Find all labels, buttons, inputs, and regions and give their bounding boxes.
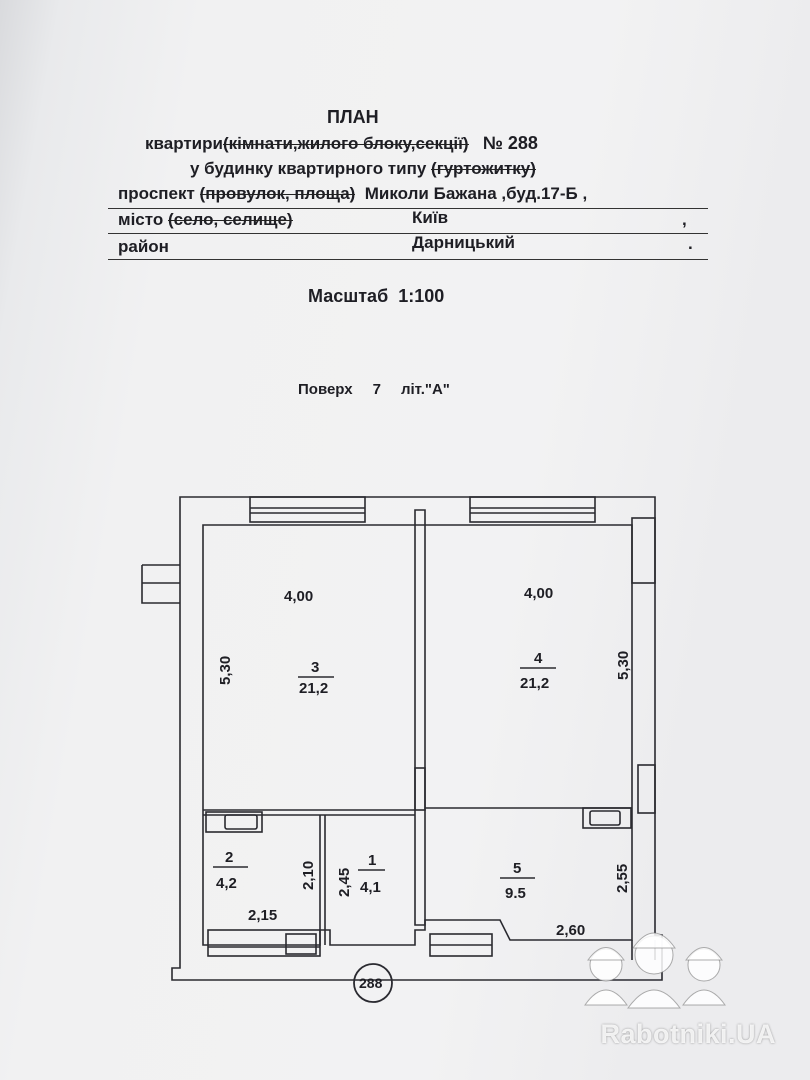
scale-value: 1:100 [398,286,445,306]
apartment-circle-number: 288 [359,975,383,991]
room-2-number: 2 [225,849,234,866]
city-label-struck: (село, селище) [167,210,293,229]
room-4-length: 5,30 [615,650,632,680]
building-type-label: у будинку квартирного типу [190,159,427,178]
room-3-area: 21,2 [299,680,329,697]
room-3-number: 3 [311,659,320,676]
entry-wall [142,565,180,603]
district-value: Дарницький [412,233,515,252]
scale-label: Масштаб [308,286,389,306]
room-5-depth: 2,55 [614,863,631,893]
room-5-width: 2,60 [556,922,586,939]
building-type-struck: (гуртожитку) [431,159,536,178]
outer-wall [172,497,662,980]
district-dot: . [688,234,693,253]
room-4-number: 4 [534,650,543,667]
city-comma: , [682,210,687,229]
street-value: Миколи Бажана ,буд.17-Б , [364,184,588,203]
room-1-depth: 2,45 [336,867,353,897]
watermark-logo [585,933,725,1008]
floor-number: 7 [372,381,381,398]
apartment-type-label: квартири [145,134,223,153]
right-window-bottom [638,765,655,813]
right-window-top [632,518,655,583]
room-1-area: 4,1 [360,879,381,896]
district-label: район [118,237,169,256]
window-room-4 [470,497,595,522]
apartment-type-struck: (кімнати,жилого блоку,секції) [222,134,469,153]
inner-wall [203,525,632,945]
floor-label: Поверх [298,381,353,398]
street-label-struck: (провулок, площа) [199,184,356,203]
room-5-area: 9.5 [505,885,526,902]
partition-door [415,768,425,810]
floor-letter: літ."А" [400,381,450,398]
room-4-width: 4,00 [524,585,554,602]
room-5-number: 5 [513,860,522,877]
city-value: Київ [412,208,449,227]
room-2-width: 2,15 [248,907,278,924]
room-3-length: 5,30 [217,655,234,685]
plan-title: ПЛАН [327,107,379,127]
apartment-number: № 288 [482,133,538,153]
partition-wall [415,510,425,925]
room-2-area: 4,2 [216,875,237,892]
room-4-area: 21,2 [520,675,550,692]
room-1-number: 1 [368,852,377,869]
room-3-width: 4,00 [284,588,314,605]
watermark-text: Rabotniki.UA [600,1019,776,1049]
window-room-3 [250,497,365,522]
room-2-depth: 2,10 [300,860,317,890]
city-label: місто [118,210,168,229]
street-label: проспект [118,184,200,203]
